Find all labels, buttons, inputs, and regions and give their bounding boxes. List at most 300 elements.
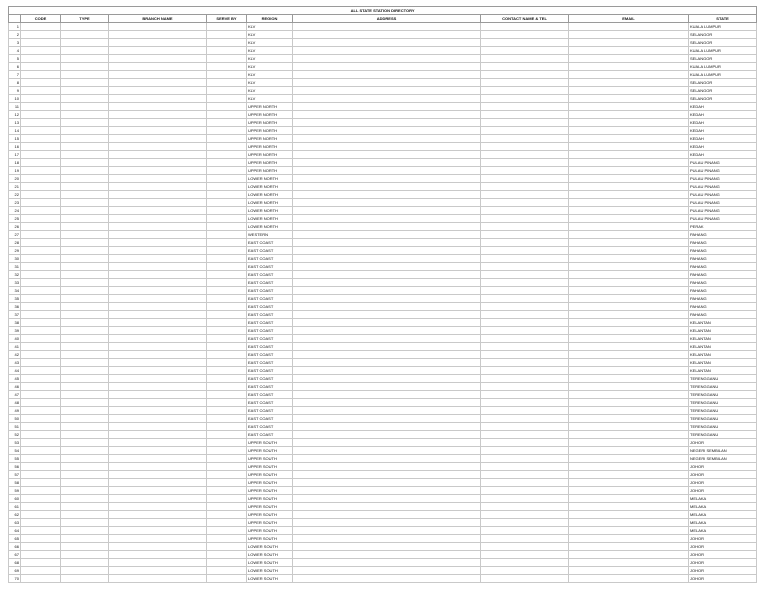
- cell-address[interactable]: [293, 471, 481, 479]
- cell-branch-name[interactable]: [109, 391, 207, 399]
- cell-branch-name[interactable]: [109, 311, 207, 319]
- cell-email[interactable]: [569, 551, 689, 559]
- cell-address[interactable]: [293, 127, 481, 135]
- cell-type[interactable]: [61, 439, 109, 447]
- cell-address[interactable]: [293, 559, 481, 567]
- cell-no[interactable]: 2: [9, 31, 21, 39]
- cell-address[interactable]: [293, 351, 481, 359]
- cell-code[interactable]: [21, 183, 61, 191]
- cell-state[interactable]: KEDAH: [689, 111, 757, 119]
- cell-no[interactable]: 28: [9, 239, 21, 247]
- cell-branch-name[interactable]: [109, 151, 207, 159]
- cell-branch-name[interactable]: [109, 439, 207, 447]
- cell-code[interactable]: [21, 135, 61, 143]
- cell-type[interactable]: [61, 399, 109, 407]
- cell-branch-name[interactable]: [109, 415, 207, 423]
- cell-branch-name[interactable]: [109, 431, 207, 439]
- cell-type[interactable]: [61, 511, 109, 519]
- cell-serve-by[interactable]: [207, 175, 247, 183]
- cell-no[interactable]: 32: [9, 271, 21, 279]
- cell-region[interactable]: UPPER SOUTH: [247, 463, 293, 471]
- cell-address[interactable]: [293, 263, 481, 271]
- cell-region[interactable]: UPPER SOUTH: [247, 447, 293, 455]
- cell-address[interactable]: [293, 239, 481, 247]
- cell-branch-name[interactable]: [109, 95, 207, 103]
- cell-type[interactable]: [61, 351, 109, 359]
- cell-email[interactable]: [569, 239, 689, 247]
- cell-code[interactable]: [21, 543, 61, 551]
- cell-serve-by[interactable]: [207, 111, 247, 119]
- cell-no[interactable]: 68: [9, 559, 21, 567]
- cell-contact[interactable]: [481, 279, 569, 287]
- cell-branch-name[interactable]: [109, 559, 207, 567]
- cell-address[interactable]: [293, 431, 481, 439]
- cell-code[interactable]: [21, 327, 61, 335]
- cell-address[interactable]: [293, 167, 481, 175]
- cell-contact[interactable]: [481, 455, 569, 463]
- cell-contact[interactable]: [481, 199, 569, 207]
- cell-serve-by[interactable]: [207, 351, 247, 359]
- cell-serve-by[interactable]: [207, 191, 247, 199]
- cell-email[interactable]: [569, 95, 689, 103]
- cell-contact[interactable]: [481, 167, 569, 175]
- cell-serve-by[interactable]: [207, 47, 247, 55]
- cell-state[interactable]: PAHANG: [689, 271, 757, 279]
- cell-branch-name[interactable]: [109, 543, 207, 551]
- cell-contact[interactable]: [481, 447, 569, 455]
- cell-type[interactable]: [61, 359, 109, 367]
- cell-branch-name[interactable]: [109, 127, 207, 135]
- header-branch-name[interactable]: BRANCH NAME: [109, 15, 207, 23]
- cell-serve-by[interactable]: [207, 439, 247, 447]
- cell-region[interactable]: EAST COAST: [247, 295, 293, 303]
- cell-contact[interactable]: [481, 295, 569, 303]
- cell-branch-name[interactable]: [109, 575, 207, 583]
- cell-code[interactable]: [21, 79, 61, 87]
- cell-no[interactable]: 44: [9, 367, 21, 375]
- cell-contact[interactable]: [481, 247, 569, 255]
- cell-state[interactable]: MELAKA: [689, 511, 757, 519]
- cell-region[interactable]: UPPER SOUTH: [247, 495, 293, 503]
- cell-contact[interactable]: [481, 159, 569, 167]
- cell-no[interactable]: 41: [9, 343, 21, 351]
- cell-no[interactable]: 7: [9, 71, 21, 79]
- cell-no[interactable]: 37: [9, 311, 21, 319]
- cell-contact[interactable]: [481, 143, 569, 151]
- cell-email[interactable]: [569, 471, 689, 479]
- cell-serve-by[interactable]: [207, 431, 247, 439]
- cell-code[interactable]: [21, 23, 61, 31]
- cell-type[interactable]: [61, 31, 109, 39]
- cell-type[interactable]: [61, 247, 109, 255]
- cell-contact[interactable]: [481, 135, 569, 143]
- cell-address[interactable]: [293, 479, 481, 487]
- cell-branch-name[interactable]: [109, 39, 207, 47]
- cell-state[interactable]: KUALA LUMPUR: [689, 23, 757, 31]
- cell-region[interactable]: LOWER SOUTH: [247, 567, 293, 575]
- cell-branch-name[interactable]: [109, 247, 207, 255]
- table-title[interactable]: ALL STATE STATION DIRECTORY: [9, 7, 757, 15]
- cell-address[interactable]: [293, 271, 481, 279]
- cell-no[interactable]: 54: [9, 447, 21, 455]
- cell-region[interactable]: LOWER SOUTH: [247, 575, 293, 583]
- cell-no[interactable]: 13: [9, 119, 21, 127]
- cell-branch-name[interactable]: [109, 207, 207, 215]
- cell-state[interactable]: JOHOR: [689, 543, 757, 551]
- cell-address[interactable]: [293, 55, 481, 63]
- cell-contact[interactable]: [481, 359, 569, 367]
- cell-no[interactable]: 63: [9, 519, 21, 527]
- cell-branch-name[interactable]: [109, 551, 207, 559]
- cell-code[interactable]: [21, 351, 61, 359]
- cell-region[interactable]: KLV: [247, 55, 293, 63]
- cell-type[interactable]: [61, 167, 109, 175]
- cell-region[interactable]: EAST COAST: [247, 319, 293, 327]
- cell-type[interactable]: [61, 343, 109, 351]
- cell-contact[interactable]: [481, 231, 569, 239]
- cell-email[interactable]: [569, 319, 689, 327]
- cell-branch-name[interactable]: [109, 87, 207, 95]
- cell-contact[interactable]: [481, 399, 569, 407]
- cell-email[interactable]: [569, 423, 689, 431]
- cell-serve-by[interactable]: [207, 551, 247, 559]
- cell-contact[interactable]: [481, 175, 569, 183]
- cell-region[interactable]: LOWER NORTH: [247, 223, 293, 231]
- cell-code[interactable]: [21, 263, 61, 271]
- cell-branch-name[interactable]: [109, 199, 207, 207]
- cell-email[interactable]: [569, 47, 689, 55]
- cell-code[interactable]: [21, 31, 61, 39]
- cell-code[interactable]: [21, 431, 61, 439]
- cell-address[interactable]: [293, 295, 481, 303]
- cell-region[interactable]: UPPER SOUTH: [247, 511, 293, 519]
- cell-code[interactable]: [21, 447, 61, 455]
- cell-state[interactable]: PULAU PINANG: [689, 191, 757, 199]
- cell-address[interactable]: [293, 359, 481, 367]
- cell-code[interactable]: [21, 471, 61, 479]
- cell-state[interactable]: KELANTAN: [689, 335, 757, 343]
- cell-code[interactable]: [21, 159, 61, 167]
- cell-contact[interactable]: [481, 71, 569, 79]
- cell-state[interactable]: PULAU PINANG: [689, 215, 757, 223]
- cell-state[interactable]: PAHANG: [689, 287, 757, 295]
- cell-serve-by[interactable]: [207, 511, 247, 519]
- cell-region[interactable]: UPPER NORTH: [247, 167, 293, 175]
- cell-email[interactable]: [569, 199, 689, 207]
- cell-serve-by[interactable]: [207, 31, 247, 39]
- cell-type[interactable]: [61, 519, 109, 527]
- cell-address[interactable]: [293, 375, 481, 383]
- cell-type[interactable]: [61, 319, 109, 327]
- cell-serve-by[interactable]: [207, 535, 247, 543]
- cell-email[interactable]: [569, 167, 689, 175]
- cell-branch-name[interactable]: [109, 135, 207, 143]
- cell-code[interactable]: [21, 455, 61, 463]
- cell-region[interactable]: EAST COAST: [247, 391, 293, 399]
- cell-no[interactable]: 57: [9, 471, 21, 479]
- cell-code[interactable]: [21, 199, 61, 207]
- cell-email[interactable]: [569, 231, 689, 239]
- header-no[interactable]: [9, 15, 21, 23]
- cell-no[interactable]: 22: [9, 191, 21, 199]
- cell-region[interactable]: UPPER SOUTH: [247, 471, 293, 479]
- cell-no[interactable]: 16: [9, 143, 21, 151]
- cell-branch-name[interactable]: [109, 343, 207, 351]
- cell-address[interactable]: [293, 63, 481, 71]
- cell-region[interactable]: UPPER NORTH: [247, 127, 293, 135]
- cell-address[interactable]: [293, 335, 481, 343]
- cell-code[interactable]: [21, 191, 61, 199]
- cell-contact[interactable]: [481, 415, 569, 423]
- cell-region[interactable]: UPPER NORTH: [247, 111, 293, 119]
- cell-region[interactable]: LOWER SOUTH: [247, 551, 293, 559]
- cell-type[interactable]: [61, 47, 109, 55]
- cell-email[interactable]: [569, 279, 689, 287]
- cell-code[interactable]: [21, 367, 61, 375]
- cell-state[interactable]: PAHANG: [689, 303, 757, 311]
- cell-contact[interactable]: [481, 47, 569, 55]
- cell-state[interactable]: JOHOR: [689, 551, 757, 559]
- cell-type[interactable]: [61, 223, 109, 231]
- cell-type[interactable]: [61, 479, 109, 487]
- cell-no[interactable]: 17: [9, 151, 21, 159]
- cell-contact[interactable]: [481, 119, 569, 127]
- cell-email[interactable]: [569, 575, 689, 583]
- header-code[interactable]: CODE: [21, 15, 61, 23]
- cell-code[interactable]: [21, 511, 61, 519]
- cell-no[interactable]: 14: [9, 127, 21, 135]
- cell-code[interactable]: [21, 223, 61, 231]
- cell-no[interactable]: 64: [9, 527, 21, 535]
- cell-address[interactable]: [293, 535, 481, 543]
- cell-address[interactable]: [293, 159, 481, 167]
- cell-address[interactable]: [293, 575, 481, 583]
- cell-no[interactable]: 24: [9, 207, 21, 215]
- cell-no[interactable]: 5: [9, 55, 21, 63]
- cell-no[interactable]: 4: [9, 47, 21, 55]
- cell-code[interactable]: [21, 487, 61, 495]
- cell-type[interactable]: [61, 127, 109, 135]
- cell-contact[interactable]: [481, 487, 569, 495]
- cell-serve-by[interactable]: [207, 375, 247, 383]
- cell-state[interactable]: NEGERI SEMBILAN: [689, 447, 757, 455]
- cell-address[interactable]: [293, 207, 481, 215]
- cell-contact[interactable]: [481, 343, 569, 351]
- cell-no[interactable]: 35: [9, 295, 21, 303]
- cell-no[interactable]: 29: [9, 247, 21, 255]
- cell-branch-name[interactable]: [109, 295, 207, 303]
- cell-serve-by[interactable]: [207, 479, 247, 487]
- cell-state[interactable]: JOHOR: [689, 575, 757, 583]
- cell-email[interactable]: [569, 79, 689, 87]
- cell-type[interactable]: [61, 39, 109, 47]
- cell-state[interactable]: PAHANG: [689, 311, 757, 319]
- cell-region[interactable]: LOWER NORTH: [247, 191, 293, 199]
- cell-no[interactable]: 46: [9, 383, 21, 391]
- cell-type[interactable]: [61, 159, 109, 167]
- cell-code[interactable]: [21, 151, 61, 159]
- cell-branch-name[interactable]: [109, 103, 207, 111]
- cell-state[interactable]: PULAU PINANG: [689, 175, 757, 183]
- cell-no[interactable]: 67: [9, 551, 21, 559]
- cell-serve-by[interactable]: [207, 167, 247, 175]
- cell-branch-name[interactable]: [109, 63, 207, 71]
- cell-address[interactable]: [293, 31, 481, 39]
- cell-region[interactable]: UPPER SOUTH: [247, 479, 293, 487]
- cell-state[interactable]: PULAU PINANG: [689, 183, 757, 191]
- cell-region[interactable]: EAST COAST: [247, 343, 293, 351]
- cell-email[interactable]: [569, 87, 689, 95]
- cell-serve-by[interactable]: [207, 159, 247, 167]
- cell-code[interactable]: [21, 463, 61, 471]
- cell-region[interactable]: KLV: [247, 79, 293, 87]
- cell-email[interactable]: [569, 287, 689, 295]
- cell-email[interactable]: [569, 71, 689, 79]
- cell-email[interactable]: [569, 335, 689, 343]
- cell-serve-by[interactable]: [207, 495, 247, 503]
- cell-no[interactable]: 61: [9, 503, 21, 511]
- cell-region[interactable]: EAST COAST: [247, 271, 293, 279]
- cell-type[interactable]: [61, 455, 109, 463]
- cell-serve-by[interactable]: [207, 23, 247, 31]
- cell-serve-by[interactable]: [207, 567, 247, 575]
- cell-region[interactable]: UPPER SOUTH: [247, 519, 293, 527]
- cell-type[interactable]: [61, 543, 109, 551]
- cell-state[interactable]: KUALA LUMPUR: [689, 47, 757, 55]
- cell-code[interactable]: [21, 439, 61, 447]
- cell-no[interactable]: 42: [9, 351, 21, 359]
- cell-contact[interactable]: [481, 391, 569, 399]
- cell-type[interactable]: [61, 151, 109, 159]
- cell-contact[interactable]: [481, 471, 569, 479]
- cell-type[interactable]: [61, 143, 109, 151]
- cell-email[interactable]: [569, 463, 689, 471]
- cell-type[interactable]: [61, 183, 109, 191]
- cell-serve-by[interactable]: [207, 71, 247, 79]
- cell-contact[interactable]: [481, 567, 569, 575]
- cell-address[interactable]: [293, 231, 481, 239]
- cell-no[interactable]: 36: [9, 303, 21, 311]
- cell-type[interactable]: [61, 263, 109, 271]
- cell-no[interactable]: 20: [9, 175, 21, 183]
- cell-address[interactable]: [293, 567, 481, 575]
- cell-address[interactable]: [293, 527, 481, 535]
- cell-region[interactable]: KLV: [247, 63, 293, 71]
- cell-branch-name[interactable]: [109, 215, 207, 223]
- cell-region[interactable]: UPPER SOUTH: [247, 487, 293, 495]
- cell-serve-by[interactable]: [207, 143, 247, 151]
- cell-serve-by[interactable]: [207, 247, 247, 255]
- cell-region[interactable]: EAST COAST: [247, 415, 293, 423]
- cell-no[interactable]: 8: [9, 79, 21, 87]
- cell-address[interactable]: [293, 79, 481, 87]
- cell-code[interactable]: [21, 415, 61, 423]
- cell-address[interactable]: [293, 407, 481, 415]
- cell-region[interactable]: UPPER NORTH: [247, 159, 293, 167]
- cell-type[interactable]: [61, 271, 109, 279]
- cell-branch-name[interactable]: [109, 495, 207, 503]
- cell-region[interactable]: KLV: [247, 47, 293, 55]
- cell-serve-by[interactable]: [207, 423, 247, 431]
- cell-state[interactable]: KELANTAN: [689, 367, 757, 375]
- cell-state[interactable]: TERENGGANU: [689, 375, 757, 383]
- cell-branch-name[interactable]: [109, 399, 207, 407]
- cell-serve-by[interactable]: [207, 471, 247, 479]
- cell-type[interactable]: [61, 239, 109, 247]
- cell-address[interactable]: [293, 311, 481, 319]
- cell-no[interactable]: 58: [9, 479, 21, 487]
- cell-branch-name[interactable]: [109, 31, 207, 39]
- cell-no[interactable]: 19: [9, 167, 21, 175]
- cell-serve-by[interactable]: [207, 343, 247, 351]
- cell-contact[interactable]: [481, 495, 569, 503]
- cell-email[interactable]: [569, 175, 689, 183]
- cell-state[interactable]: KELANTAN: [689, 327, 757, 335]
- cell-branch-name[interactable]: [109, 535, 207, 543]
- cell-contact[interactable]: [481, 255, 569, 263]
- cell-type[interactable]: [61, 431, 109, 439]
- cell-code[interactable]: [21, 399, 61, 407]
- cell-state[interactable]: KUALA LUMPUR: [689, 63, 757, 71]
- cell-serve-by[interactable]: [207, 447, 247, 455]
- cell-address[interactable]: [293, 503, 481, 511]
- cell-state[interactable]: JOHOR: [689, 559, 757, 567]
- cell-code[interactable]: [21, 335, 61, 343]
- cell-serve-by[interactable]: [207, 575, 247, 583]
- cell-branch-name[interactable]: [109, 167, 207, 175]
- cell-address[interactable]: [293, 383, 481, 391]
- cell-serve-by[interactable]: [207, 327, 247, 335]
- cell-branch-name[interactable]: [109, 335, 207, 343]
- cell-contact[interactable]: [481, 503, 569, 511]
- cell-branch-name[interactable]: [109, 351, 207, 359]
- cell-address[interactable]: [293, 495, 481, 503]
- cell-contact[interactable]: [481, 479, 569, 487]
- cell-code[interactable]: [21, 55, 61, 63]
- cell-serve-by[interactable]: [207, 415, 247, 423]
- cell-branch-name[interactable]: [109, 567, 207, 575]
- cell-state[interactable]: JOHOR: [689, 463, 757, 471]
- cell-serve-by[interactable]: [207, 135, 247, 143]
- cell-serve-by[interactable]: [207, 215, 247, 223]
- cell-type[interactable]: [61, 383, 109, 391]
- cell-region[interactable]: LOWER SOUTH: [247, 543, 293, 551]
- cell-serve-by[interactable]: [207, 79, 247, 87]
- cell-no[interactable]: 12: [9, 111, 21, 119]
- cell-serve-by[interactable]: [207, 383, 247, 391]
- cell-email[interactable]: [569, 447, 689, 455]
- cell-email[interactable]: [569, 23, 689, 31]
- cell-contact[interactable]: [481, 463, 569, 471]
- cell-address[interactable]: [293, 151, 481, 159]
- cell-no[interactable]: 53: [9, 439, 21, 447]
- cell-contact[interactable]: [481, 551, 569, 559]
- cell-contact[interactable]: [481, 351, 569, 359]
- cell-serve-by[interactable]: [207, 103, 247, 111]
- cell-branch-name[interactable]: [109, 47, 207, 55]
- cell-serve-by[interactable]: [207, 183, 247, 191]
- cell-contact[interactable]: [481, 575, 569, 583]
- cell-no[interactable]: 21: [9, 183, 21, 191]
- header-serve-by[interactable]: SERVE BY: [207, 15, 247, 23]
- cell-email[interactable]: [569, 159, 689, 167]
- cell-email[interactable]: [569, 255, 689, 263]
- cell-code[interactable]: [21, 407, 61, 415]
- cell-state[interactable]: PULAU PINANG: [689, 207, 757, 215]
- cell-contact[interactable]: [481, 239, 569, 247]
- cell-serve-by[interactable]: [207, 295, 247, 303]
- cell-serve-by[interactable]: [207, 279, 247, 287]
